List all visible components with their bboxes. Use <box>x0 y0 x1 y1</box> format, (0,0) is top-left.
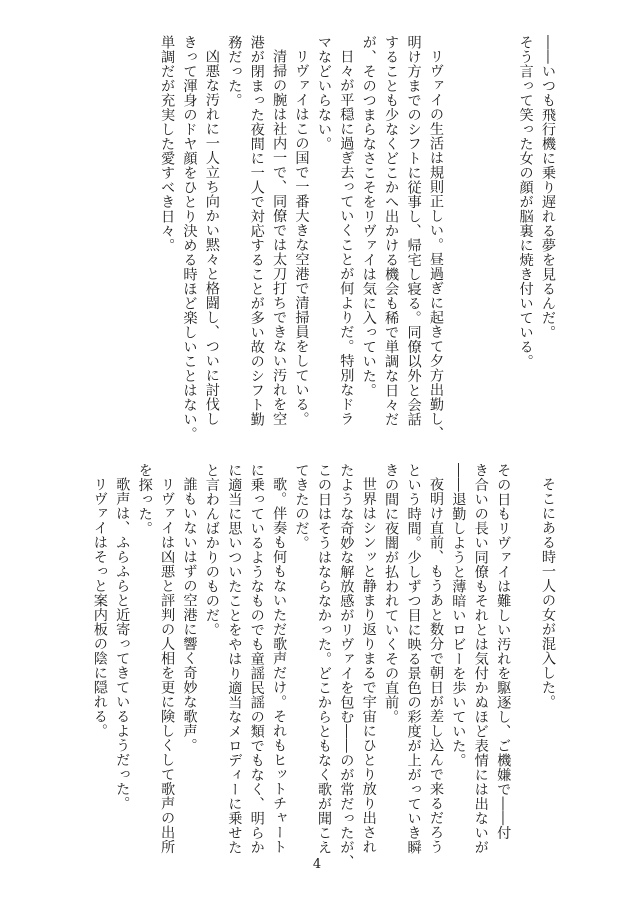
text-line: 世界はシンッと静まり返りまるで宇宙にひとり放り出され <box>360 477 377 855</box>
text-line: ――いつも飛行機に乗り遅れる夢を見るんだ。 <box>540 35 556 340</box>
text-line: そう言って笑った女の顔が脳裏に焼き付いている。 <box>517 35 534 369</box>
text-line: リヴァイは凶悪と評判の人相を更に険しくして歌声の出所 <box>159 477 176 855</box>
text-line: することも少なくどこかへ出かける機会も稀で単調な日々だ <box>383 35 400 427</box>
text-line: てきたのだ。 <box>293 463 310 550</box>
text-line: 凶悪な汚れに一人立ち向かい黙々と格闘し、ついに討伐し <box>203 49 220 427</box>
text-line: 歌声は、ふらふらと近寄ってきているようだった。 <box>114 477 131 811</box>
text-line: リヴァイはそっと案内板の陰に隠れる。 <box>91 477 108 739</box>
text-line: 清掃の腕は社内一で、同僚では太刀打ちできない汚れを空 <box>271 49 288 427</box>
blank-line <box>514 463 536 843</box>
text-line: 務だった。 <box>226 35 243 108</box>
text-line: と言わんばかりのものだ。 <box>203 463 220 637</box>
text-line: 誰もいないはずの空港に響く奇妙な歌声。 <box>181 477 198 753</box>
text-line: きって渾身のドヤ顔をひとり決める時ほど楽しいことはない。 <box>181 35 198 441</box>
text-line: 単調だが充実した愛すべき日々。 <box>159 35 176 253</box>
text-line: に乗っているようなものでも童謡民謡の類でもなく、明らか <box>248 463 265 855</box>
text-line: ――退勤しようと薄暗いロビーを歩いていた。 <box>450 463 467 768</box>
text-line: その日もリヴァイは難しい汚れを駆逐し、ご機嫌で――付 <box>495 463 512 840</box>
text-line: きの間に夜闇が払われていくその直前。 <box>383 463 400 724</box>
text-line: この日はそうはならなかった。どこからともなく歌が聞こえ <box>315 463 332 855</box>
text-line: に適当に思いついたことをやはり適当なメロディーに乗せた <box>226 463 243 855</box>
text-line: 歌。伴奏も何もないただ歌声だけ。それもヒットチャート <box>271 477 288 855</box>
text-line: リヴァイはこの国で一番大きな空港で清掃員をしている。 <box>293 49 310 427</box>
text-line: き合いの長い同僚もそれとは気付かぬほど表情には出ないが <box>472 463 489 855</box>
blank-line <box>492 35 514 395</box>
text-line: マなどいらない。 <box>315 35 332 151</box>
text-line: が、そのつまらなさこそをリヴァイは気に入っていた。 <box>360 35 377 398</box>
vertical-text-block-top <box>156 35 559 441</box>
text-line: 明け方までのシフトに従事し、帰宅し寝る。同僚以外と会話 <box>405 35 422 427</box>
vertical-text-block-bottom <box>88 463 559 869</box>
text-line: たような奇妙な解放感がリヴァイを包む――のが常だったが、 <box>338 463 355 869</box>
page-number: 4 <box>312 857 322 872</box>
blank-line <box>447 35 469 395</box>
text-line: を探った。 <box>136 463 153 536</box>
text-line: という時間。少しずつ目に映る景色の彩度が上がっていき瞬 <box>405 463 422 855</box>
text-line: 夜明け直前、もうあと数分で朝日が差し込んで来るだろう <box>427 477 444 855</box>
text-line: 港が閉まった夜間に一人で対応することが多い故のシフト勤 <box>248 35 265 427</box>
text-line: リヴァイの生活は規則正しい。昼過ぎに起きて夕方出勤し、 <box>427 49 444 441</box>
blank-line <box>469 35 491 395</box>
text-line: そこにある時一人の女が混入した。 <box>540 477 556 710</box>
text-line: 日々が平穏に過ぎ去っていくことが何よりだ。特別なドラ <box>338 49 355 427</box>
